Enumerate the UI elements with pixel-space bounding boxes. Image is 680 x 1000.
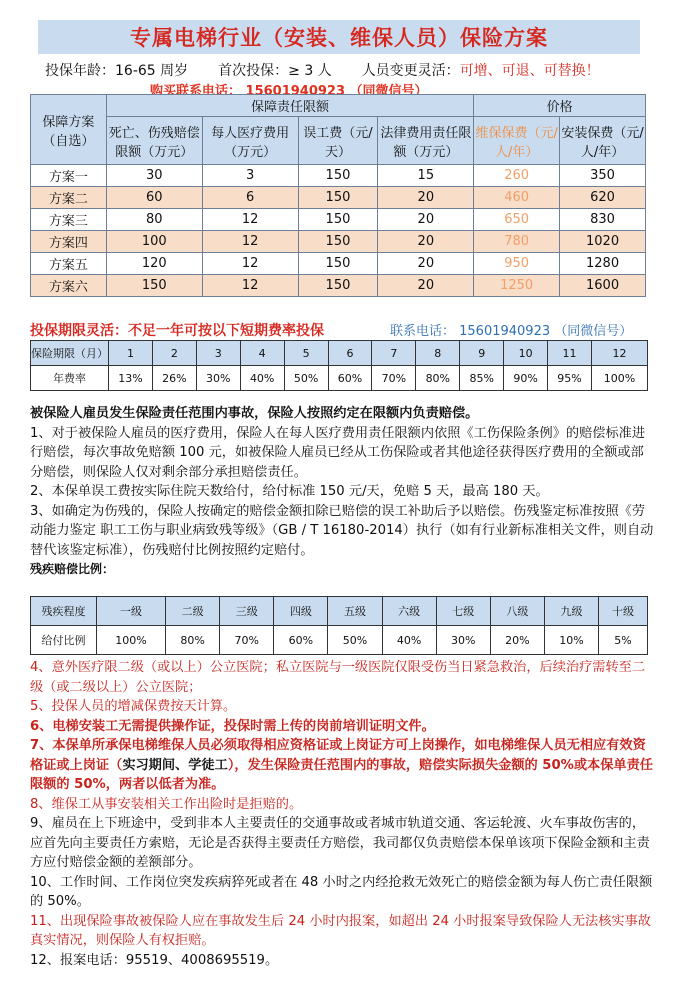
clause-2: 2、本保单误工费按实际住院天数给付，给付标准 150 元/天，免赔 5 天，最高 180 天。 [30, 484, 549, 499]
clause-8: 8、维保工从事安装相关工作出险时是拒赔的。 [30, 796, 303, 812]
dis-ratio: 5% [599, 626, 648, 655]
plan-install-fee: 1020 [560, 231, 646, 253]
terms-text-block [30, 404, 654, 580]
term-month: 11 [548, 341, 592, 366]
clause-5: 5、投保人员的增减保费按天计算。 [30, 699, 237, 714]
clause-6: 6、电梯安装工无需提供操作证，投保时需上传的岗前培训证明文件。 [30, 718, 435, 734]
term-month: 2 [152, 341, 196, 366]
term-rate: 85% [460, 366, 504, 391]
term-rate: 95% [548, 366, 592, 391]
term-rate: 30% [196, 366, 240, 391]
disability-levels-row [31, 597, 648, 626]
age-label: 投保年龄： [45, 63, 115, 79]
page-title: 专属电梯行业（安装、维保人员）保险方案 [130, 26, 548, 50]
term-row-label: 保险期限（月） [31, 341, 109, 366]
plan-lost-wage: 150 [298, 231, 378, 253]
term-rate: 90% [504, 366, 548, 391]
dis-ratio: 100% [97, 626, 166, 655]
dis-level: 五级 [328, 597, 382, 626]
dis-level: 三级 [220, 597, 274, 626]
clause-10: 10、工作时间、工作岗位突发疾病猝死或者在 48 小时之内经抢救无效死亡的赔偿金额为每人伤亡责任限额的 50%。 [30, 874, 653, 909]
first-value: ≥ 3 人 [288, 63, 332, 79]
term-month: 6 [328, 341, 372, 366]
clause-7-part-a: 7、本保单所承保电梯维保人员必须取得相应资格证或上岗证方可上岗操作，如电梯维保人员无相应有效资格证或上岗证（ [30, 738, 646, 773]
term-rate: 40% [240, 366, 284, 391]
header-install-fee: 安装保费（元/人/年） [560, 117, 646, 165]
dis-ratio: 50% [328, 626, 382, 655]
plan-install-fee: 830 [560, 209, 646, 231]
dis-level: 四级 [274, 597, 328, 626]
plan-install-fee: 1280 [560, 253, 646, 275]
dis-level: 六级 [382, 597, 436, 626]
dis-level: 一级 [97, 597, 166, 626]
header-maint-fee: 维保保费（元/人/年） [474, 117, 560, 165]
plan-row [31, 253, 646, 275]
plan-medical: 12 [202, 209, 298, 231]
plan-legal: 20 [378, 231, 474, 253]
term-month: 9 [460, 341, 504, 366]
plan-medical: 12 [202, 253, 298, 275]
plan-row [31, 209, 646, 231]
term-month: 12 [591, 341, 647, 366]
plan-lost-wage: 150 [298, 253, 378, 275]
dis-ratio: 40% [382, 626, 436, 655]
header-legal: 法律费用责任限额（万元） [378, 117, 474, 165]
plan-name: 方案三 [31, 209, 107, 231]
dis-ratio: 10% [544, 626, 598, 655]
term-title-label: 投保期限灵活： [30, 323, 128, 339]
term-rate: 70% [372, 366, 416, 391]
disability-table [30, 596, 648, 655]
dis-level: 二级 [166, 597, 220, 626]
header-lost-wage: 误工费（元/天） [298, 117, 378, 165]
plan-medical: 12 [202, 275, 298, 297]
term-rate: 13% [109, 366, 153, 391]
term-month: 1 [109, 341, 153, 366]
term-row-label: 年费率 [31, 366, 109, 391]
clause-7-part-b: 实习期间、学徒工 [122, 757, 228, 773]
dis-ratio: 30% [436, 626, 490, 655]
plan-install-fee: 350 [560, 165, 646, 187]
plan-maint-fee: 1250 [474, 275, 560, 297]
clause-3: 3、如确定为伤残的，保险人按确定的赔偿金额扣除已赔偿的误工补助后予以赔偿。伤残鉴定标准按照《劳动能力鉴定 职工工伤与职业病致残等级》（GB / T 16180-2014）执行（如有行业新标准相关文件，则自动替代该鉴定标准），伤残赔付比例按照约定赔付。 [30, 503, 654, 558]
term-month: 8 [416, 341, 460, 366]
plan-maint-fee: 950 [474, 253, 560, 275]
plan-medical: 3 [202, 165, 298, 187]
clause-12: 12、报案电话：95519、4008695519。 [30, 952, 279, 968]
term-months-row [31, 341, 648, 366]
plan-row [31, 187, 646, 209]
term-month: 7 [372, 341, 416, 366]
plan-maint-fee: 780 [474, 231, 560, 253]
term-month: 5 [284, 341, 328, 366]
clause-9: 9、雇员在上下班途中，受到非本人主要责任的交通事故或者城市轨道交通、客运轮渡、火车事故伤害的，应首先向主要责任方索赔，无论是否获得主要责任方赔偿，我司都仅负责赔偿本保单该项下保险金额和主责方应付赔偿金额的差额部分。 [30, 816, 650, 870]
plan-legal: 15 [378, 165, 474, 187]
plan-name: 方案一 [31, 165, 107, 187]
meta-line [45, 60, 645, 80]
plan-death: 150 [106, 275, 202, 297]
plan-medical: 12 [202, 231, 298, 253]
plan-name: 方案四 [31, 231, 107, 253]
clause-1: 1、对于被保险人雇员的医疗费用，保险人在每人医疗费用责任限额内依照《工伤保险条例》的赔偿标准进行赔偿，每次事故免赔额 100 元，如被保险人雇员已经从工伤保险或者其他途径获得医疗费用的全额或部分赔偿，则保险人仅对剩余部分承担赔偿责任。 [30, 425, 646, 480]
terms-text-block-2 [30, 658, 654, 970]
contact-mid: 联系电话： 15601940923 （同微信号） [390, 324, 633, 339]
term-rate: 80% [416, 366, 460, 391]
plan-legal: 20 [378, 253, 474, 275]
dis-level: 九级 [544, 597, 598, 626]
contact-top: 购买联系电话： 15601940923 （同微信号） [150, 84, 428, 99]
dis-level: 七级 [436, 597, 490, 626]
header-death: 死亡、伤残赔偿限额（万元） [106, 117, 202, 165]
age-value: 16-65 周岁 [115, 63, 189, 79]
plan-death: 30 [106, 165, 202, 187]
col-price-header: 价格 [474, 95, 646, 117]
col-liability-header: 保障责任限额 [106, 95, 473, 117]
term-title [30, 320, 324, 340]
plan-name: 方案二 [31, 187, 107, 209]
plan-legal: 20 [378, 209, 474, 231]
plan-death: 120 [106, 253, 202, 275]
clause-7-part-c: ），发生保险责任范围内的事故，赔偿实际损失金额的 50%或本保单责任限额的 50%，两者以低者为准。 [30, 757, 653, 792]
clause-7 [30, 736, 654, 795]
plan-medical: 6 [202, 187, 298, 209]
plan-maint-fee: 460 [474, 187, 560, 209]
term-rates-row [31, 366, 648, 391]
dis-ratio: 20% [490, 626, 544, 655]
term-month: 10 [504, 341, 548, 366]
plan-name: 方案六 [31, 275, 107, 297]
plan-table [30, 94, 646, 297]
intro-paragraph: 被保险人雇员发生保险责任范围内事故，保险人按照约定在限额内负责赔偿。 [30, 406, 479, 421]
plan-row [31, 275, 646, 297]
plan-row [31, 165, 646, 187]
plan-lost-wage: 150 [298, 165, 378, 187]
dis-ratio: 60% [274, 626, 328, 655]
first-label: 首次投保： [218, 63, 289, 79]
plan-death: 60 [106, 187, 202, 209]
plan-lost-wage: 150 [298, 275, 378, 297]
col-plan-header: 保障方案（自选） [31, 95, 107, 165]
plan-install-fee: 1600 [560, 275, 646, 297]
plan-maint-fee: 260 [474, 165, 560, 187]
term-rate: 26% [152, 366, 196, 391]
dis-row-label: 残疾程度 [31, 597, 97, 626]
plan-legal: 20 [378, 275, 474, 297]
plan-name: 方案五 [31, 253, 107, 275]
dis-ratio: 80% [166, 626, 220, 655]
plan-maint-fee: 650 [474, 209, 560, 231]
plan-legal: 20 [378, 187, 474, 209]
plan-death: 80 [106, 209, 202, 231]
term-rate: 50% [284, 366, 328, 391]
disability-ratios-row [31, 626, 648, 655]
plan-death: 100 [106, 231, 202, 253]
term-title-text: 不足一年可按以下短期费率投保 [128, 323, 324, 339]
term-rate: 100% [591, 366, 647, 391]
dis-ratio: 70% [220, 626, 274, 655]
clause-4: 4、意外医疗限二级（或以上）公立医院；私立医院与一级医院仅限受伤当日紧急救治，后续治疗需转至二级（或二级以上）公立医院； [30, 660, 646, 695]
dis-level: 八级 [490, 597, 544, 626]
plan-lost-wage: 150 [298, 187, 378, 209]
title-bar [38, 20, 640, 54]
term-month: 4 [240, 341, 284, 366]
disability-title: 残疾赔偿比例： [30, 562, 115, 576]
plan-row [31, 231, 646, 253]
change-value: 可增、可退、可替换！ [459, 63, 600, 79]
change-label: 人员变更灵活： [361, 63, 460, 79]
plan-install-fee: 620 [560, 187, 646, 209]
header-medical: 每人医疗费用（万元） [202, 117, 298, 165]
term-month: 3 [196, 341, 240, 366]
clause-11: 11、出现保险事故被保险人应在事故发生后 24 小时内报案，如超出 24 小时报案导致保险人无法核实事故真实情况，则保险人有权拒赔。 [30, 913, 651, 948]
plan-lost-wage: 150 [298, 209, 378, 231]
dis-level: 十级 [599, 597, 648, 626]
term-table [30, 340, 648, 391]
term-rate: 60% [328, 366, 372, 391]
dis-row-label: 给付比例 [31, 626, 97, 655]
